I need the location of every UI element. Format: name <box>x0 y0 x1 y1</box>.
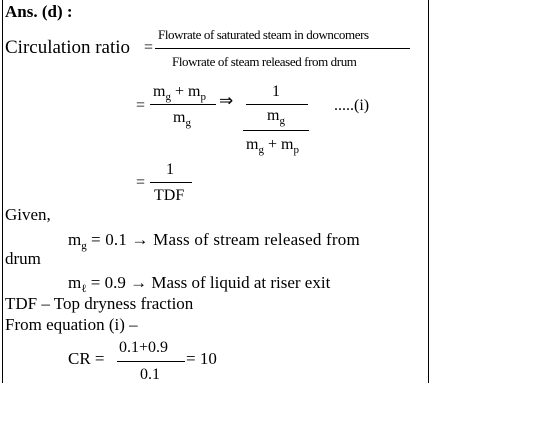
cr-numerator: 0.1+0.9 <box>119 339 169 356</box>
step2-equals: = <box>136 97 146 114</box>
given-label: Given, <box>5 205 51 224</box>
circulation-equals: = <box>144 39 154 56</box>
right-border <box>428 0 429 383</box>
answer-heading: Ans. (d) : <box>5 2 73 21</box>
circulation-ratio-label: Circulation ratio <box>5 37 131 58</box>
step2-denominator: $m_g$ <box>173 109 191 129</box>
tdf-definition: TDF – Top dryness fraction <box>5 294 194 313</box>
mg-definition: $m_g = 0.1$ → Mass of stream released from <box>68 230 360 252</box>
complex-fraction-numerator: 1 <box>272 83 280 100</box>
ml-definition: $m_\ell = 0.9$ → Mass of liquid at riser exit <box>68 273 331 295</box>
circulation-fraction-bar <box>155 48 410 49</box>
circulation-denominator: Flowrate of steam released from drum <box>172 54 357 69</box>
step2-fraction-bar <box>150 104 216 105</box>
equation-reference: .....(i) <box>334 97 370 114</box>
step2-numerator: $m_g + m_p$ <box>153 83 206 103</box>
from-equation-text: From equation (i) – <box>5 315 138 334</box>
step3-denominator: TDF <box>154 187 185 204</box>
cr-result: = 10 <box>186 349 217 368</box>
cr-label: CR = <box>68 349 105 368</box>
cr-fraction-bar <box>117 361 185 362</box>
step3-fraction-bar <box>150 182 192 183</box>
mg-definition-wrap: drum <box>5 249 41 268</box>
circulation-numerator: Flowrate of saturated steam in downcomers <box>158 27 369 42</box>
cr-denominator: 0.1 <box>140 366 160 383</box>
step3-equals: = <box>136 174 146 191</box>
step3-numerator: 1 <box>166 161 174 178</box>
left-border <box>2 0 3 383</box>
implies-arrow: ⇒ <box>219 91 234 111</box>
inner-numerator: $m_g$ <box>267 107 285 127</box>
inner-denominator: $m_g + m_p$ <box>246 136 299 156</box>
inner-fraction-bar <box>243 130 309 131</box>
complex-fraction-bar <box>246 104 308 105</box>
